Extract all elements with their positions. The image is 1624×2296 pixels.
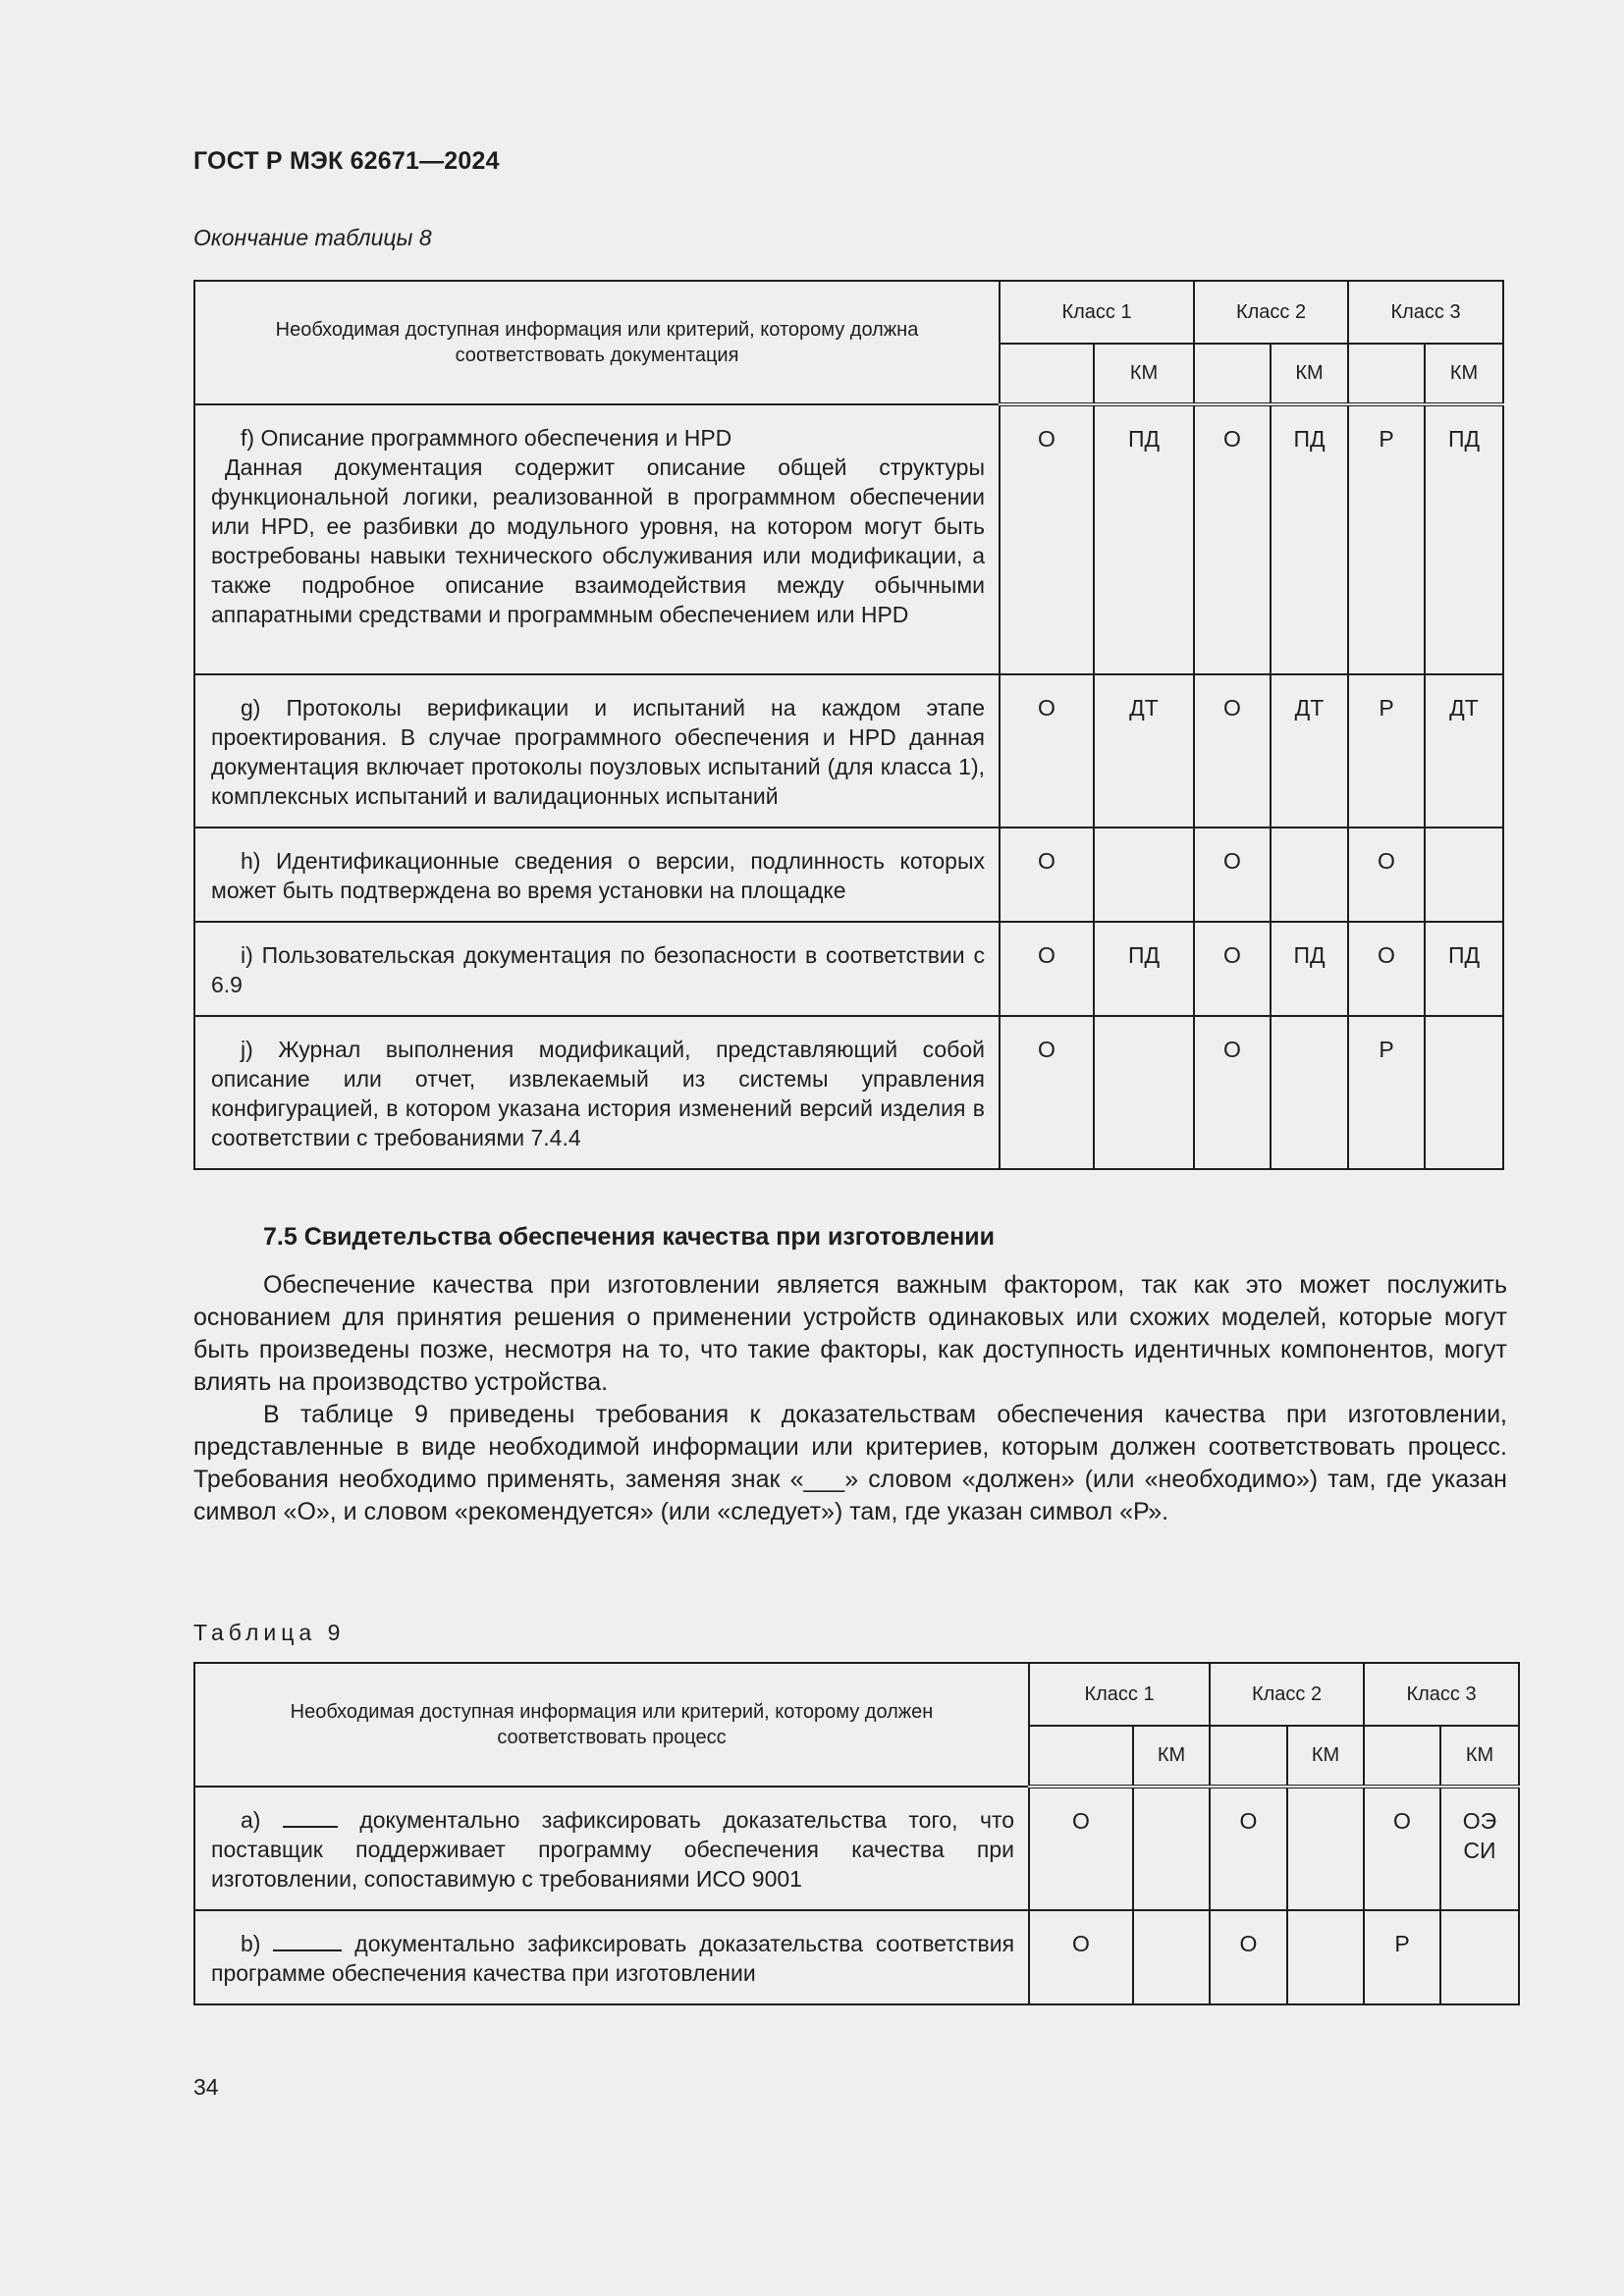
table9-class-2: Класс 2 bbox=[1210, 1663, 1364, 1726]
mark-cell: О bbox=[1364, 1787, 1440, 1910]
mark-cell: О bbox=[1029, 1787, 1133, 1910]
table-row bbox=[194, 674, 1503, 828]
section-heading: 7.5 Свидетельства обеспечения качества при изготовлении bbox=[263, 1223, 996, 1251]
mark-cell bbox=[1287, 1787, 1364, 1910]
document-title: ГОСТ Р МЭК 62671—2024 bbox=[193, 147, 500, 175]
table9-class-1: Класс 1 bbox=[1029, 1663, 1210, 1726]
mark-cell bbox=[1440, 1910, 1519, 2004]
table9-class-1-km: КМ bbox=[1133, 1726, 1210, 1787]
table8-class-1-km: КМ bbox=[1094, 344, 1194, 404]
mark-cell bbox=[1425, 1016, 1503, 1169]
mark-cell: О bbox=[1210, 1787, 1287, 1910]
table-row bbox=[194, 1016, 1503, 1169]
table8-class-2-km: КМ bbox=[1271, 344, 1348, 404]
mark-cell bbox=[1133, 1787, 1210, 1910]
requirement-text: b) документально зафиксировать доказательства соответствия программе обеспечения качества при изготовлении bbox=[194, 1910, 1029, 2004]
mark-cell bbox=[1094, 1016, 1194, 1169]
table8-class-3: Класс 3 bbox=[1348, 281, 1503, 344]
mark-cell bbox=[1287, 1910, 1364, 2004]
placeholder-blank bbox=[283, 1805, 338, 1828]
mark-cell: О bbox=[1194, 1016, 1271, 1169]
table9-class-3-main bbox=[1364, 1726, 1440, 1787]
mark-cell: Р bbox=[1348, 1016, 1425, 1169]
mark-cell: Р bbox=[1364, 1910, 1440, 2004]
mark-cell: О bbox=[1194, 828, 1271, 922]
requirement-text: i) Пользовательская документация по безопасности в соответствии с 6.9 bbox=[194, 922, 1000, 1016]
mark-cell: ПД bbox=[1094, 404, 1194, 674]
mark-cell: ДТ bbox=[1425, 674, 1503, 828]
paragraph-2: В таблице 9 приведены требования к доказательствам обеспечения качества при изготовлении, представленные в виде необходимой информации или критериев, которым должен соответствовать процесс. Требования необходимо применять, заменяя знак «___» словом «должен» (или «необходимо») там, где указан символ «О», и словом «рекомендуется» (или «следует») там, где указан символ «Р». bbox=[193, 1401, 1507, 1525]
table9-column-header: Необходимая доступная информация или критерий, которому должен соответствовать процесс bbox=[194, 1663, 1029, 1787]
table8-class-2-main bbox=[1194, 344, 1271, 404]
mark-cell: О bbox=[1194, 674, 1271, 828]
mark-cell bbox=[1133, 1910, 1210, 2004]
table8-column-header: Необходимая доступная информация или критерий, которому должна соответствовать документация bbox=[194, 281, 1000, 404]
mark-cell: О bbox=[1210, 1910, 1287, 2004]
mark-cell: О bbox=[1348, 828, 1425, 922]
table9-class-3: Класс 3 bbox=[1364, 1663, 1519, 1726]
table8-class-3-main bbox=[1348, 344, 1425, 404]
requirement-text: g) Протоколы верификации и испытаний на каждом этапе проектирования. В случае программного обеспечения и HPD данная документация включает протоколы поузловых испытаний (для класса 1), комплексных испытаний и валидационных испытаний bbox=[194, 674, 1000, 828]
mark-cell: О bbox=[1000, 674, 1094, 828]
mark-cell: О bbox=[1000, 1016, 1094, 1169]
mark-cell bbox=[1094, 828, 1194, 922]
table8-class-1: Класс 1 bbox=[1000, 281, 1194, 344]
mark-cell: ДТ bbox=[1271, 674, 1348, 828]
mark-cell: ПД bbox=[1425, 404, 1503, 674]
mark-cell: ПД bbox=[1425, 922, 1503, 1016]
mark-cell: О bbox=[1029, 1910, 1133, 2004]
table-9 bbox=[193, 1662, 1520, 2005]
requirement-text: f) Описание программного обеспечения и HPD Данная документация содержит описание общей структуры функциональной логики, реализованной в программном обеспечении или HPD, ее разбивки до модульного уровня, на котором могут быть востребованы навыки технического обслуживания или модификации, а также подробное описание взаимодействия между обычными аппаратными средствами и программным обеспечением или HPD bbox=[194, 404, 1000, 674]
table-row bbox=[194, 828, 1503, 922]
table-8 bbox=[193, 280, 1504, 1170]
mark-cell: О bbox=[1194, 404, 1271, 674]
requirement-text: j) Журнал выполнения модификаций, представляющий собой описание или отчет, извлекаемый из системы управления конфигурацией, в котором указана история изменений версий изделия в соответствии с требованиями 7.4.4 bbox=[194, 1016, 1000, 1169]
mark-cell bbox=[1425, 828, 1503, 922]
table-row bbox=[194, 1910, 1519, 2004]
mark-cell: О bbox=[1348, 922, 1425, 1016]
requirement-text: а) документально зафиксировать доказательства того, что поставщик поддерживает программу обеспечения качества при изготовлении, сопоставимую с требованиями ИСО 9001 bbox=[194, 1787, 1029, 1910]
mark-cell: О bbox=[1000, 922, 1094, 1016]
mark-cell bbox=[1271, 828, 1348, 922]
mark-cell: О bbox=[1000, 404, 1094, 674]
table-row bbox=[194, 404, 1503, 674]
table9-class-3-km: КМ bbox=[1440, 1726, 1519, 1787]
table-row bbox=[194, 1787, 1519, 1910]
table8-caption: Окончание таблицы 8 bbox=[193, 225, 432, 250]
table9-class-1-main bbox=[1029, 1726, 1133, 1787]
mark-cell: О bbox=[1000, 828, 1094, 922]
mark-cell: О bbox=[1194, 922, 1271, 1016]
mark-cell: Р bbox=[1348, 404, 1425, 674]
table8-class-1-main bbox=[1000, 344, 1094, 404]
paragraph-1: Обеспечение качества при изготовлении является важным фактором, так как это может послужить основанием для принятия решения о применении устройств одинаковых или схожих моделей, которые могут быть произведены позже, несмотря на то, что такие факторы, как доступность идентичных компонентов, могут влиять на производство устройства. bbox=[193, 1271, 1507, 1396]
page-number: 34 bbox=[193, 2074, 219, 2100]
table9-caption: Таблица 9 bbox=[193, 1620, 346, 1645]
mark-cell: ПД bbox=[1271, 404, 1348, 674]
mark-cell bbox=[1271, 1016, 1348, 1169]
table9-class-2-main bbox=[1210, 1726, 1287, 1787]
mark-cell: ПД bbox=[1094, 922, 1194, 1016]
mark-cell: ОЭ СИ bbox=[1440, 1787, 1519, 1910]
table8-class-2: Класс 2 bbox=[1194, 281, 1348, 344]
mark-cell: Р bbox=[1348, 674, 1425, 828]
table8-class-3-km: КМ bbox=[1425, 344, 1503, 404]
table9-class-2-km: КМ bbox=[1287, 1726, 1364, 1787]
table-row bbox=[194, 922, 1503, 1016]
requirement-text: h) Идентификационные сведения о версии, подлинность которых может быть подтверждена во время установки на площадке bbox=[194, 828, 1000, 922]
placeholder-blank bbox=[273, 1929, 342, 1951]
mark-cell: ПД bbox=[1271, 922, 1348, 1016]
mark-cell: ДТ bbox=[1094, 674, 1194, 828]
